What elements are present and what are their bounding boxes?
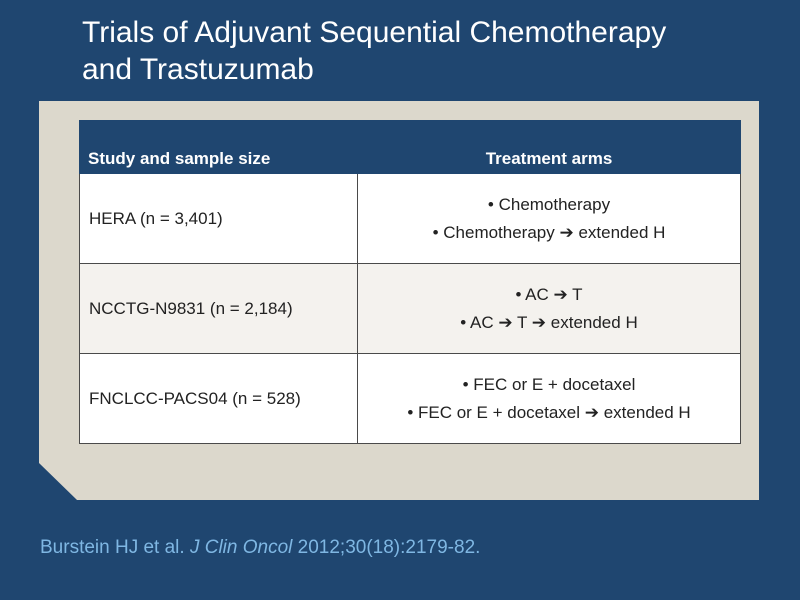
- column-header-treatment-arms: Treatment arms: [358, 121, 741, 174]
- study-cell: HERA (n = 3,401): [80, 174, 358, 264]
- table-row: [80, 264, 741, 354]
- treatment-arms-cell: [358, 264, 741, 354]
- slide-title-line-1: Trials of Adjuvant Sequential Chemotherapy: [82, 16, 667, 49]
- treatment-arm: • FEC or E + docetaxel ➔ extended H: [407, 402, 691, 422]
- treatment-arm: • Chemotherapy ➔ extended H: [432, 222, 666, 242]
- slide-title: [82, 14, 782, 88]
- treatment-arm: • Chemotherapy: [487, 194, 611, 214]
- table-header-row: [80, 121, 741, 174]
- citation-details: 2012;30(18):2179-82.: [297, 537, 481, 558]
- treatment-arm: • AC ➔ T ➔ extended H: [460, 312, 638, 332]
- slide-title-line-2: and Trastuzumab: [82, 53, 314, 86]
- treatment-arm: • FEC or E + docetaxel: [462, 374, 636, 394]
- treatment-arms-cell: [358, 174, 741, 264]
- citation: [40, 537, 480, 559]
- citation-authors: Burstein HJ et al.: [40, 537, 185, 558]
- citation-journal: J Clin Oncol: [189, 537, 293, 558]
- table-row: [80, 174, 741, 264]
- treatment-arms-cell: [358, 354, 741, 444]
- trials-table: [79, 120, 741, 444]
- table-row: [80, 354, 741, 444]
- study-cell: FNCLCC-PACS04 (n = 528): [80, 354, 358, 444]
- column-header-study: Study and sample size: [80, 121, 358, 174]
- study-cell: NCCTG-N9831 (n = 2,184): [80, 264, 358, 354]
- treatment-arm: • AC ➔ T: [515, 284, 583, 304]
